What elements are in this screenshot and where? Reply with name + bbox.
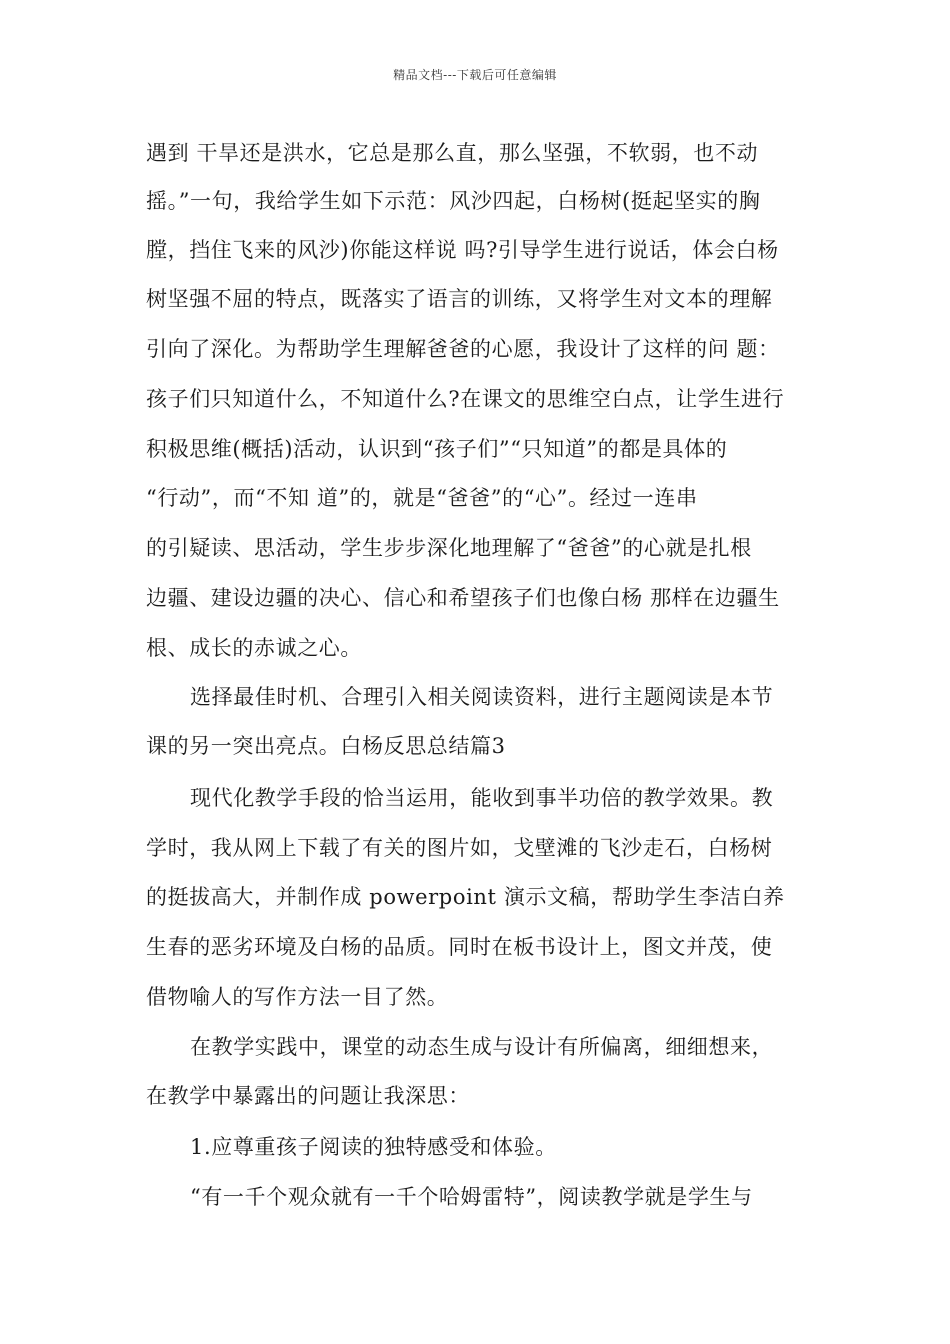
text-line: 孩子们只知道什么，不知道什么?在课文的思维空白点，让学生进行 (146, 387, 785, 411)
paragraph-start: 选择最佳时机、合理引入相关阅读资料，进行主题阅读是本节 (190, 685, 774, 709)
text-line: 的挺拔高大，并制作成 powerpoint 演示文稿，帮助学生李洁白养 (146, 885, 785, 909)
text-line: 借物喻人的写作方法一目了然。 (146, 985, 449, 1009)
text-line: 课的另一突出亮点。白杨反思总结篇3 (146, 734, 506, 758)
text-line: 生春的恶劣环境及白杨的品质。同时在板书设计上，图文并茂，使 (146, 935, 773, 959)
text-line: “行动”，而“不知 道”的，就是“爸爸”的“心”。经过一连串 (146, 486, 698, 510)
paragraph-start: “有一千个观众就有一千个哈姆雷特”，阅读教学就是学生与 (190, 1185, 753, 1209)
paragraph-start: 现代化教学手段的恰当运用，能收到事半功倍的教学效果。教 (190, 786, 774, 810)
text-line: 在教学中暴露出的问题让我深思： (146, 1084, 470, 1108)
text-line: 树坚强不屈的特点，既落实了语言的训练，又将学生对文本的理解 (146, 287, 773, 311)
text-line: 的引疑读、思活动，学生步步深化地理解了“爸爸”的心就是扎根 (146, 536, 752, 560)
text-line: 摇。”一句，我给学生如下示范：风沙四起，白杨树(挺起坚实的胸 (146, 189, 761, 213)
text-line: 引向了深化。为帮助学生理解爸爸的心愿，我设计了这样的问 题： (146, 337, 780, 361)
text-line: 学时，我从网上下载了有关的图片如，戈壁滩的飞沙走石，白杨树 (146, 836, 773, 860)
paragraph-start: 在教学实践中，课堂的动态生成与设计有所偏离，细细想来， (190, 1035, 774, 1059)
page-header: 精品文档---下载后可任意编辑 (393, 68, 557, 82)
text-line: 遇到 干旱还是洪水，它总是那么直，那么坚强，不软弱，也不动 (146, 141, 759, 165)
text-line: 积极思维(概括)活动，认识到“孩子们”“只知道”的都是具体的 (146, 437, 728, 461)
text-line: 边疆、建设边疆的决心、信心和希望孩子们也像白杨 那样在边疆生 (146, 586, 780, 610)
text-line: 根、成长的赤诚之心。 (146, 636, 362, 660)
numbered-heading: 1.应尊重孩子阅读的独特感受和体验。 (190, 1135, 557, 1159)
text-line: 膛，挡住飞来的风沙)你能这样说 吗?引导学生进行说话，体会白杨 (146, 238, 779, 262)
